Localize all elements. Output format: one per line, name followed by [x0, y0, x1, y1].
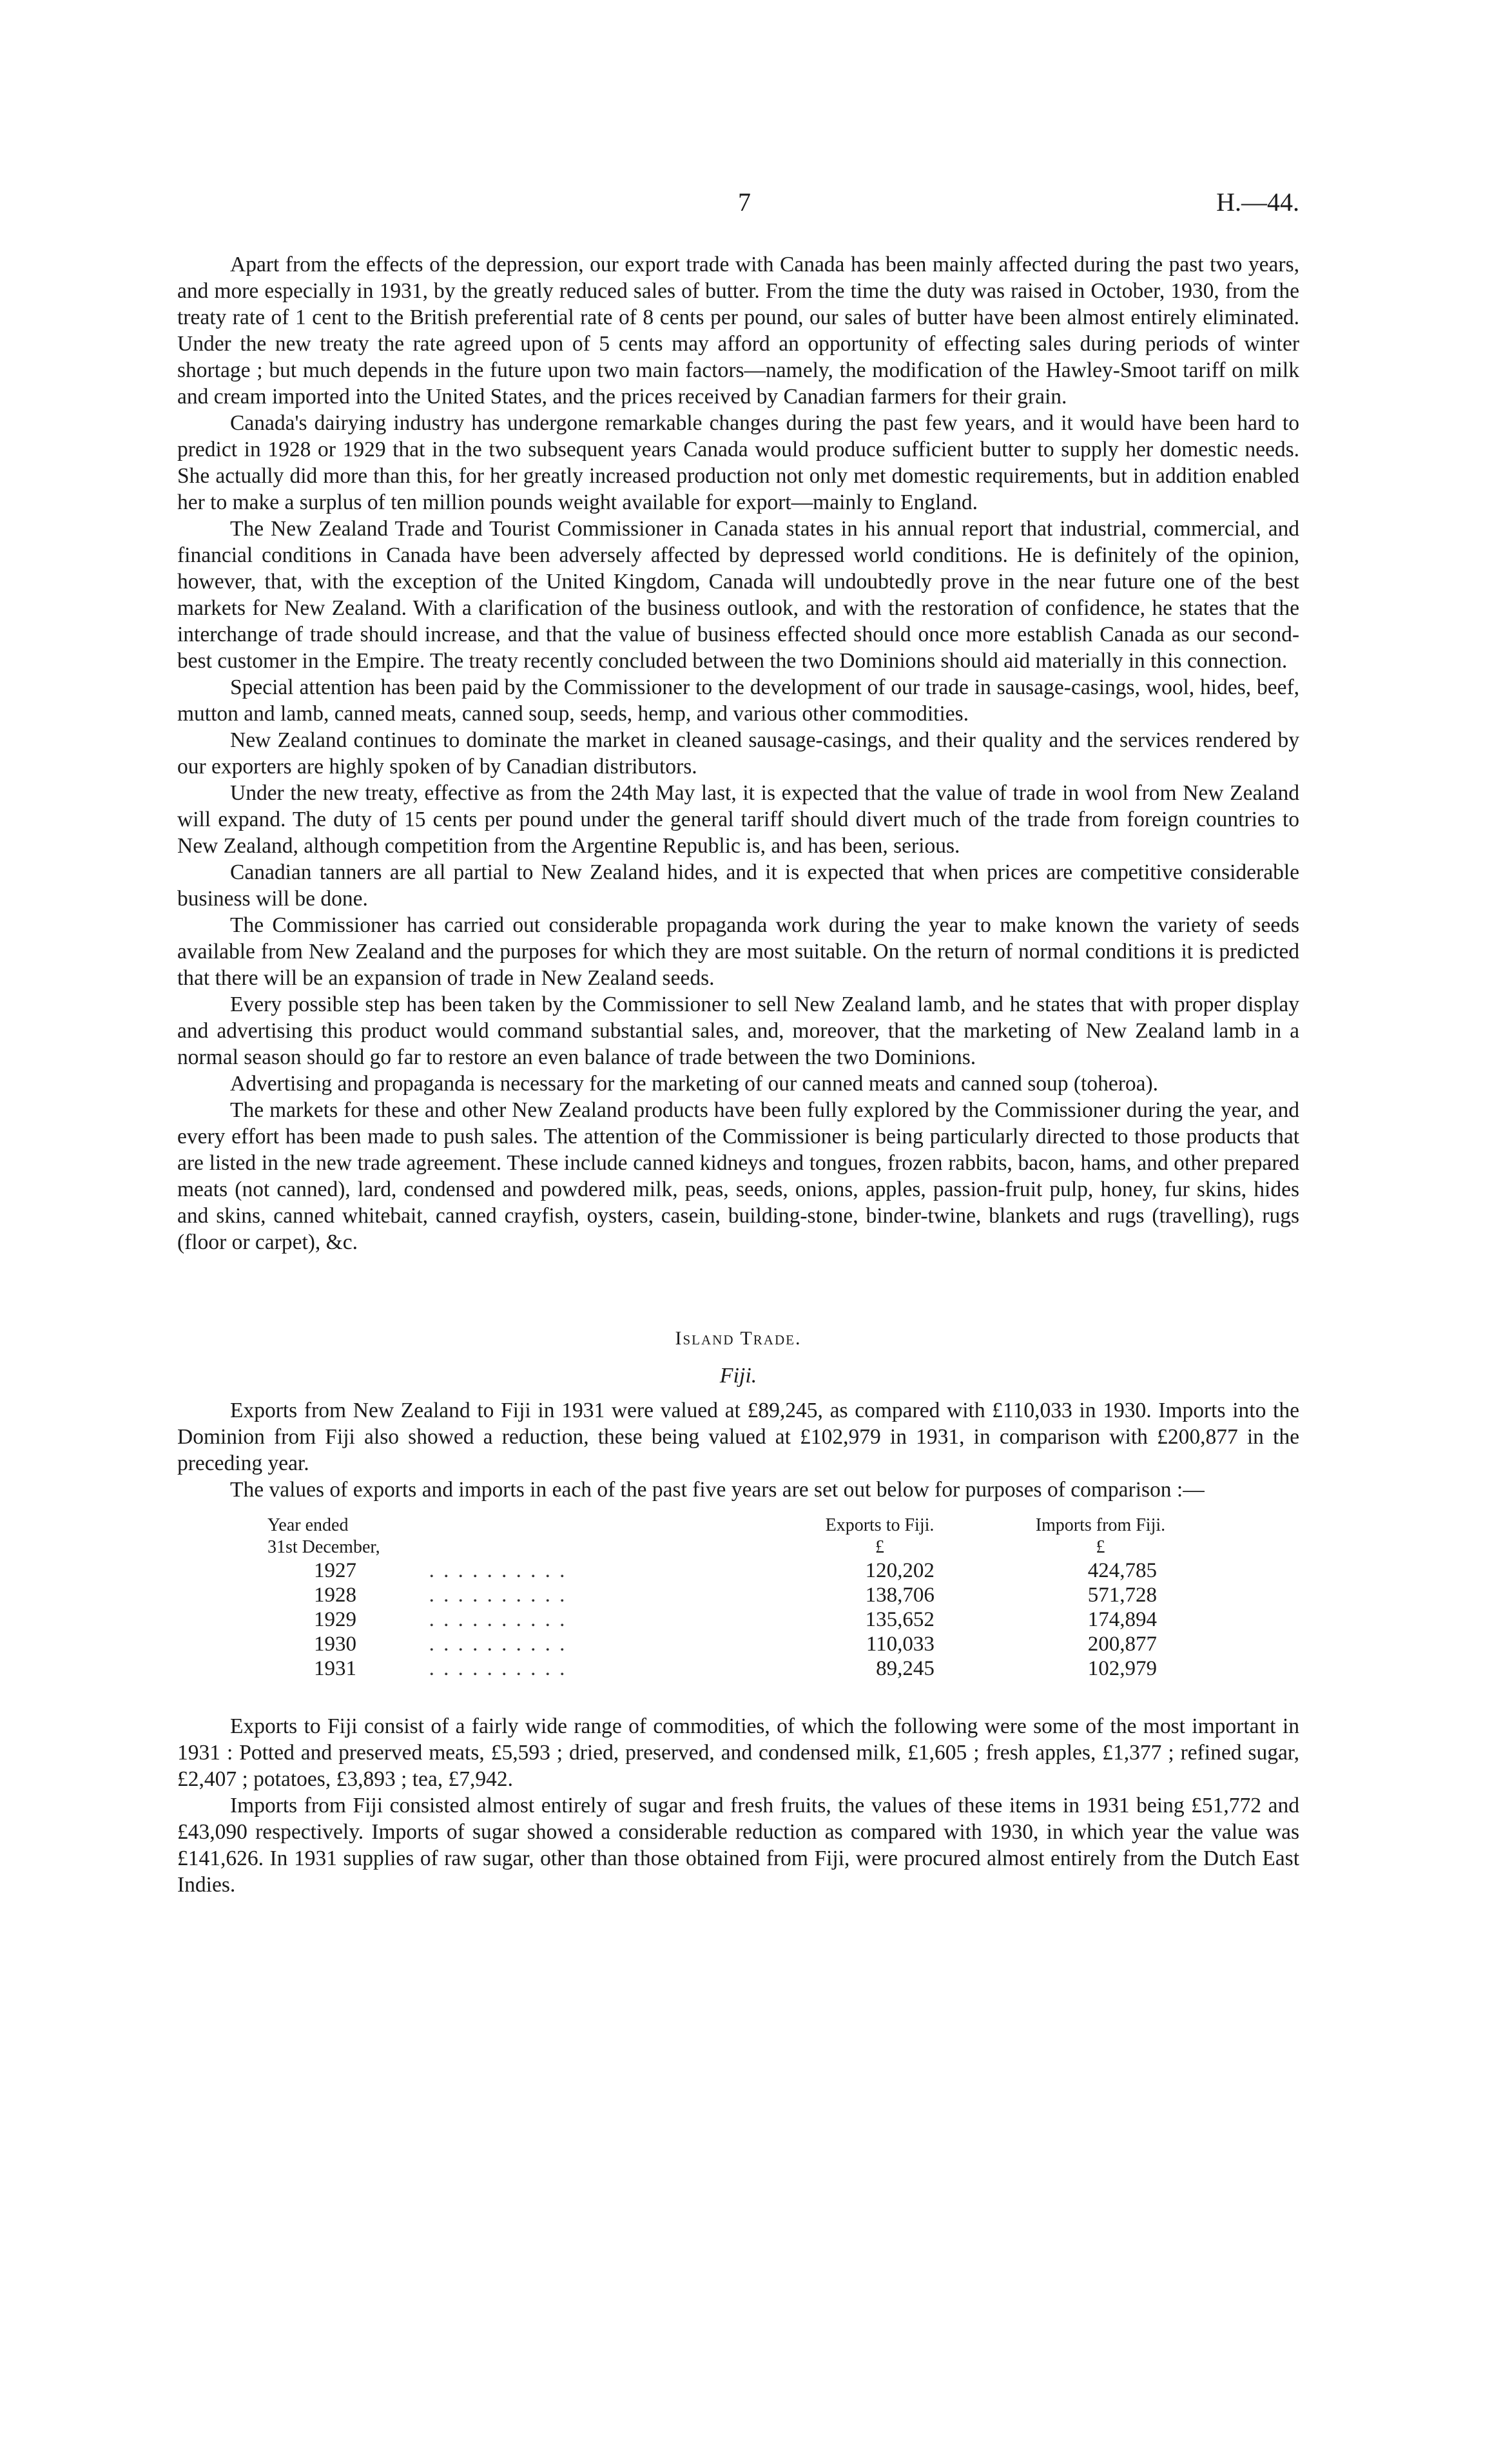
cell-imports: 571,728 — [1087, 1584, 1157, 1607]
cell-exports: 135,652 — [865, 1608, 935, 1631]
column-header-year-line2: 31st December, — [267, 1537, 380, 1557]
paragraph-sausage-casings: New Zealand continues to dominate the market in cleaned sausage-casings, and their quality and the services rendered by our exporters are highly spoken of by Canadian distributors. — [177, 728, 1299, 779]
table-row — [261, 1583, 1228, 1607]
cell-exports: 120,202 — [865, 1559, 935, 1582]
cell-imports: 174,894 — [1087, 1608, 1157, 1631]
cell-exports: 110,033 — [866, 1633, 935, 1656]
paragraph-lamb: Every possible step has been taken by the Commissioner to sell New Zealand lamb, and he states that with proper display and advertising this product would command substantial sales, and, moreover, that the marketing of New Zealand lamb in a normal season should go far to restore an even balance of trade between the two Dominions. — [177, 993, 1299, 1069]
cell-imports: 200,877 — [1087, 1633, 1157, 1656]
paragraph-fiji-exports: Exports from New Zealand to Fiji in 1931 were valued at £89,245, as compared with £110,033 in 1930. Imports into the Dominion from Fiji also showed a reduction, these being valued at £102,979 in 1931, in comparison with £200,877 in the preceding year. — [177, 1399, 1299, 1475]
table-row — [261, 1607, 1228, 1632]
paragraph-wool-trade: Under the new treaty, effective as from the 24th May last, it is expected that the value of trade in wool from New Zealand will expand. The duty of 15 cents per pound under the general tariff should divert much of the trade from foreign countries to New Zealand, although competition from the Argentine Republic is, and has been, serious. — [177, 781, 1299, 858]
paragraph-markets-explored: The markets for these and other New Zealand products have been fully explored by the Commissioner during the year, and every effort has been made to push sales. The attention of the Commissioner is being particularly directed to those products that are listed in the new trade agreement. These include canned kidneys and tongues, frozen rabbits, bacon, hams, and other prepared meats (not canned), lard, condensed and powdered milk, peas, seeds, onions, apples, passion-fruit pulp, honey, fur skins, hides and skins, canned whitebait, canned crayfish, oysters, casein, building-stone, binder-twine, blankets and rugs (travelling), rugs (floor or carpet), &c. — [177, 1098, 1299, 1254]
cell-year: 1927 — [314, 1559, 356, 1582]
table-row — [261, 1656, 1228, 1681]
cell-exports: 138,706 — [865, 1584, 935, 1607]
column-header-exports — [786, 1515, 973, 1558]
cell-imports: 424,785 — [1087, 1559, 1157, 1582]
paragraph-seeds: The Commissioner has carried out considerable propaganda work during the year to make known the variety of seeds available from New Zealand and the purposes for which they are most suitable. On the return of normal conditions it is predicted that there will be an expansion of trade in New Zealand seeds. — [177, 913, 1299, 990]
paragraph-fiji-imports: Imports from Fiji consisted almost entirely of sugar and fresh fruits, the values of these items in 1931 being £51,772 and £43,090 respectively. Imports of sugar showed a considerable reduction as compared with 1930, in which year the value was £141,626. In 1931 supplies of raw sugar, other than those obtained from Fiji, were procured almost entirely from the Dutch East Indies. — [177, 1794, 1299, 1897]
table-header-row — [261, 1515, 1228, 1558]
column-header-exports-unit: £ — [875, 1537, 884, 1557]
table-row — [261, 1558, 1228, 1583]
paragraph-fiji-export-commodities: Exports to Fiji consist of a fairly wide range of commodities, of which the following were some of the most important in 1931 : Potted and preserved meats, £5,593 ; dried, preserved, and condensed milk, £1,605 ; fresh apples, £1,377 ; refined sugar, £2,407 ; potatoes, £3,893 ; tea, £7,942. — [177, 1714, 1299, 1791]
cell-exports: 89,245 — [876, 1657, 935, 1680]
cell-leader-dots: . . . . . . . . . . — [429, 1559, 567, 1582]
paragraph-dairying-industry: Canada's dairying industry has undergone remarkable changes during the past few years, and it would have been hard to predict in 1928 or 1929 that in the two subsequent years Canada would produce sufficient butter to supply her domestic needs. She actually did more than this, for her greatly increased production not only met domestic requirements, but in addition enabled her to make a surplus of ten million pounds weight available for export—mainly to England. — [177, 411, 1299, 514]
cell-leader-dots: . . . . . . . . . . — [429, 1633, 567, 1656]
column-header-imports-label: Imports from Fiji. — [1035, 1515, 1166, 1535]
column-header-exports-label: Exports to Fiji. — [825, 1515, 935, 1535]
column-header-imports — [973, 1515, 1228, 1558]
section-heading-island-trade: Island Trade. — [675, 1328, 802, 1349]
cell-leader-dots: . . . . . . . . . . — [429, 1657, 567, 1680]
table-row — [261, 1632, 1228, 1656]
column-header-year-line1: Year ended — [267, 1515, 349, 1535]
fiji-trade-table — [261, 1515, 1228, 1681]
page-header — [177, 187, 1299, 226]
paragraph-commissioner-report: The New Zealand Trade and Tourist Commissioner in Canada states in his annual report that industrial, commercial, and financial conditions in Canada have been adversely affected by depressed world conditions. He is definitely of the opinion, however, that, with the exception of the United Kingdom, Canada will undoubtedly prove in the near future one of the best markets for New Zealand. With a clarification of the business outlook, and with the restoration of confidence, he states that the interchange of trade should increase, and that the value of business effected should once more establish Canada as our second-best customer in the Empire. The treaty recently concluded between the two Dominions should aid materially in this connection. — [177, 517, 1299, 673]
column-header-year — [261, 1515, 429, 1558]
paragraph-fiji-comparison: The values of exports and imports in each of the past five years are set out below for purposes of comparison :— — [230, 1478, 1205, 1502]
cell-year: 1930 — [314, 1633, 356, 1656]
cell-leader-dots: . . . . . . . . . . — [429, 1608, 567, 1631]
cell-year: 1931 — [314, 1657, 356, 1680]
paragraph-butter-trade: Apart from the effects of the depression, our export trade with Canada has been mainly affected during the past two years, and more especially in 1931, by the greatly reduced sales of butter. From the time the duty was raised in October, 1930, from the treaty rate of 1 cent to the British preferential rate of 8 cents per pound, our sales of butter have been almost entirely eliminated. Under the new treaty the rate agreed upon of 5 cents may afford an opportunity of effecting sales during periods of winter shortage ; but much depends in the future upon two main factors—namely, the modification of the Hawley-Smoot tariff on milk and cream imported into the United States, and the prices received by Canadian farmers for their grain. — [177, 253, 1299, 409]
page-number: 7 — [738, 188, 751, 217]
cell-year: 1929 — [314, 1608, 356, 1631]
cell-imports: 102,979 — [1087, 1657, 1157, 1680]
island-trade-section — [177, 1328, 1299, 1898]
canada-trade-section — [177, 251, 1299, 1255]
paragraph-special-attention: Special attention has been paid by the Commissioner to the development of our trade in sausage-casings, wool, hides, beef, mutton and lamb, canned meats, canned soup, seeds, hemp, and various other commodities. — [177, 675, 1299, 726]
cell-leader-dots: . . . . . . . . . . — [429, 1584, 567, 1607]
cell-year: 1928 — [314, 1584, 356, 1607]
paragraph-hides: Canadian tanners are all partial to New Zealand hides, and it is expected that when prices are competitive considerable business will be done. — [177, 860, 1299, 911]
column-header-spacer — [429, 1515, 787, 1558]
subheading-fiji: Fiji. — [719, 1364, 757, 1388]
paragraph-advertising: Advertising and propaganda is necessary for the marketing of our canned meats and canned soup (toheroa). — [230, 1072, 1158, 1096]
column-header-imports-unit: £ — [1096, 1537, 1105, 1557]
document-reference: H.—44. — [1216, 188, 1299, 217]
